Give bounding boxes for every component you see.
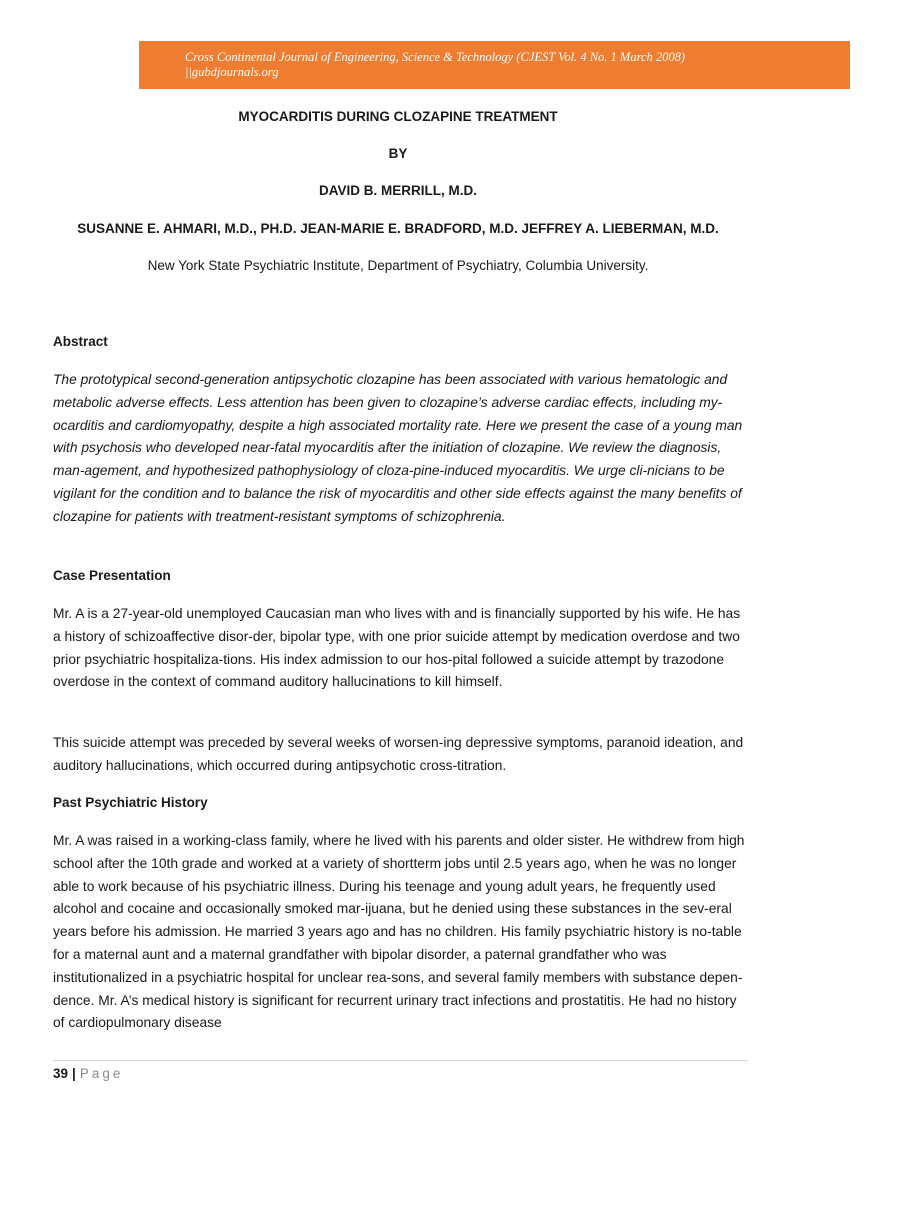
page-footer xyxy=(53,1066,123,1081)
abstract-text: The prototypical second-generation antipsychotic clozapine has been associated with various hematologic and metabolic adverse effects. Less attention has been given to clozapine’s adverse cardiac effects, including my-ocarditis and cardiomyopathy, despite a high associated mortality rate. Here we present the case of a young man with psychosis who developed near-fatal myocarditis after the initiation of clozapine. We review the diagnosis, man-agement, and hypothesized pathophysiology of cloza-pine-induced myocarditis. We urge cli-nicians to be vigilant for the condition and to balance the risk of myocarditis and other side effects against the many benefits of clozapine for patients with treatment-resistant symptoms of schizophrenia. xyxy=(53,372,743,524)
page-label: Page xyxy=(79,1066,124,1081)
paper-title: MYOCARDITIS DURING CLOZAPINE TREATMENT xyxy=(238,109,558,124)
author-affiliation: New York State Psychiatric Institute, Department of Psychiatry, Columbia University. xyxy=(147,258,649,273)
case-presentation-heading: Case Presentation xyxy=(53,568,171,583)
journal-citation: Cross Continental Journal of Engineering, Science & Technology (CJEST Vol. 4 No. 1 March 2008) xyxy=(185,50,686,64)
journal-header-band xyxy=(139,41,850,89)
primary-author: DAVID B. MERRILL, M.D. xyxy=(319,183,477,198)
by-line: BY xyxy=(388,146,408,161)
co-authors: SUSANNE E. AHMARI, M.D., PH.D. JEAN-MARIE E. BRADFORD, M.D. JEFFREY A. LIEBERMAN, M.D. xyxy=(77,221,719,236)
past-history-heading: Past Psychiatric History xyxy=(53,795,208,810)
case-presentation-paragraph-1: Mr. A is a 27-year-old unemployed Caucasian man who lives with and is financially supported by his wife. He has a history of schizoaffective disor-der, bipolar type, with one prior suicide attempt by medication overdose and two prior psychiatric hospitaliza-tions. His index admission to our hos-pital followed a suicide attempt by trazodone overdose in the context of command auditory hallucinations to kill himself. xyxy=(53,606,741,690)
footer-divider xyxy=(53,1060,748,1061)
footer-separator: | xyxy=(72,1066,76,1081)
page-number: 39 xyxy=(53,1066,69,1081)
case-presentation-paragraph-2: This suicide attempt was preceded by several weeks of worsen-ing depressive symptoms, paranoid ideation, and auditory hallucinations, which occurred during antipsychotic cross-titration. xyxy=(53,735,744,773)
journal-website: ||gubdjournals.org xyxy=(185,65,279,79)
past-history-paragraph: Mr. A was raised in a working-class family, where he lived with his parents and older sister. He withdrew from high school after the 10th grade and worked at a variety of shortterm jobs until 2.5 years ago, when he was no longer able to work because of his psychiatric illness. During his teenage and young adult years, he frequently used alcohol and cocaine and occasionally smoked mar-ijuana, but he denied using these substances in the sev-eral years before his admission. He married 3 years ago and has no children. His family psychiatric history is no-table for a maternal aunt and a maternal grandfather with bipolar disorder, a paternal grandfather who was institutionalized in a psychiatric hospital for unclear rea-sons, and several family members with substance depen-dence. Mr. A’s medical history is significant for recurrent urinary tract infections and prostatitis. He had no history of cardiopulmonary disease xyxy=(53,833,745,1031)
abstract-heading: Abstract xyxy=(53,334,108,349)
